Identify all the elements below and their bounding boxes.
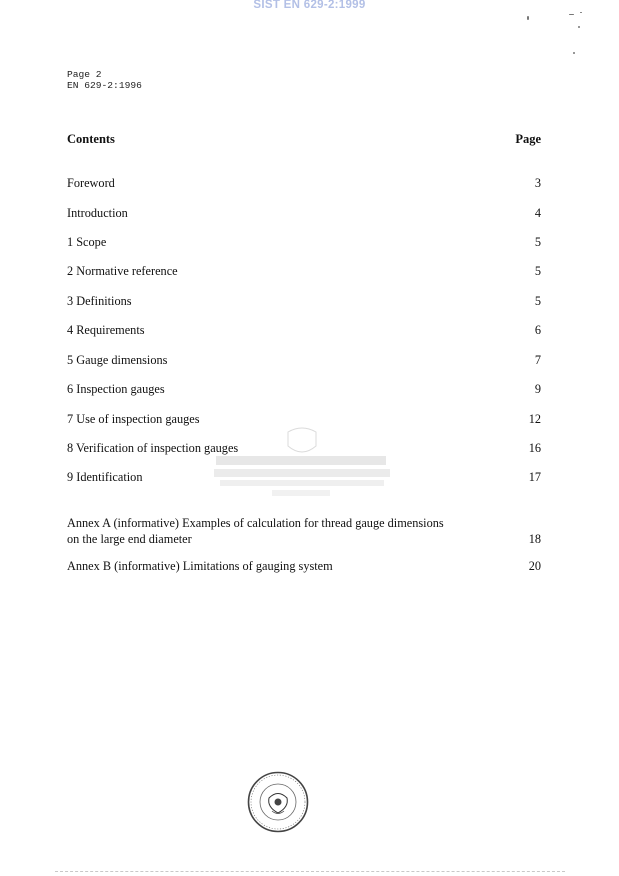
scan-speck — [578, 26, 580, 28]
toc-entry-page: 5 — [534, 264, 541, 278]
toc-entry-foreword[interactable] — [67, 176, 541, 192]
toc-entry-page: 4 — [534, 206, 541, 220]
toc-entry-inspection-gauges[interactable] — [67, 382, 541, 398]
toc-entry-label: 5 Gauge dimensions — [67, 353, 168, 367]
page-number: Page 2 — [67, 69, 102, 80]
scan-edge-line — [55, 871, 565, 872]
toc-entry-label: 3 Definitions — [67, 294, 132, 308]
toc-entry-label: Foreword — [67, 176, 115, 190]
scan-speck — [580, 12, 582, 13]
toc-entry-normative-reference[interactable] — [67, 264, 541, 280]
toc-entry-page: 20 — [528, 559, 541, 573]
page-column-header: Page — [515, 132, 541, 146]
official-seal-image — [247, 771, 309, 833]
toc-entry-label: 9 Identification — [67, 470, 143, 484]
toc-entry-label: 7 Use of inspection gauges — [67, 412, 200, 426]
toc-entry-page: 12 — [528, 412, 541, 426]
toc-entry-label: 4 Requirements — [67, 323, 145, 337]
toc-entry-label: 6 Inspection gauges — [67, 382, 165, 396]
toc-entry-page: 7 — [534, 353, 541, 367]
toc-entry-requirements[interactable] — [67, 323, 541, 339]
toc-entry-introduction[interactable] — [67, 206, 541, 222]
toc-entry-label: Annex B (informative) Limitations of gauging system — [67, 559, 333, 573]
faint-stamp-image — [210, 424, 395, 504]
toc-entry-label-line1: Annex A (informative) Examples of calculation for thread gauge dimensions — [67, 516, 444, 530]
toc-entry-page: 9 — [534, 382, 541, 396]
toc-entry-label: 2 Normative reference — [67, 264, 178, 278]
toc-entry-page: 5 — [534, 235, 541, 249]
watermark: SIST EN 629-2:1999 — [253, 0, 366, 11]
standard-number: EN 629-2:1996 — [67, 80, 142, 91]
toc-entry-gauge-dimensions[interactable] — [67, 353, 541, 369]
toc-entry-label: Introduction — [67, 206, 128, 220]
toc-entry-page: 16 — [528, 441, 541, 455]
toc-entry-definitions[interactable] — [67, 294, 541, 310]
toc-entry-label: 8 Verification of inspection gauges — [67, 441, 239, 455]
scan-speck — [573, 52, 575, 54]
page-header-info — [67, 69, 142, 91]
toc-entry-page: 17 — [528, 470, 541, 484]
toc-entry-label-line2: on the large end diameter — [67, 532, 192, 546]
toc-entry-label: 1 Scope — [67, 235, 107, 249]
toc-entry-page: 3 — [534, 176, 541, 190]
toc-entry-page: 6 — [534, 323, 541, 337]
scan-speck — [569, 14, 574, 15]
contents-title: Contents — [67, 132, 115, 146]
toc-entry-scope[interactable] — [67, 235, 541, 251]
toc-entry-annex-a[interactable] — [67, 515, 541, 547]
toc-entry-page: 5 — [534, 294, 541, 308]
toc-entry-page: 18 — [528, 532, 541, 546]
scan-speck — [527, 16, 529, 20]
toc-entry-annex-b[interactable] — [67, 559, 541, 575]
